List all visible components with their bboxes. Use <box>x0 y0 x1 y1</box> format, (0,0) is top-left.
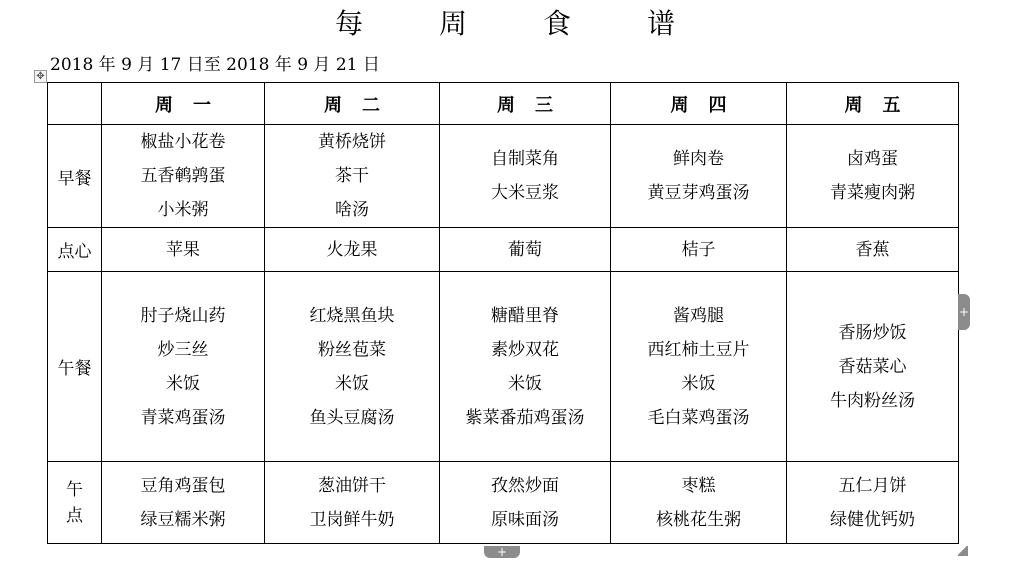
dish-item: 红烧黑鱼块 <box>309 305 395 326</box>
menu-cell[interactable] <box>787 462 959 544</box>
day-header-tue: 周 二 <box>265 83 440 125</box>
corner-cell <box>48 83 102 125</box>
dish-item: 青菜鸡蛋汤 <box>140 407 226 428</box>
menu-cell[interactable] <box>265 228 440 272</box>
dish-item: 葱油饼干 <box>318 475 386 496</box>
meal-label-snack: 点心 <box>48 228 102 272</box>
dish-item: 西红柿土豆片 <box>647 339 750 360</box>
dish-item: 米饭 <box>166 373 200 394</box>
menu-cell[interactable] <box>265 125 440 228</box>
add-row-button[interactable]: + <box>484 546 520 558</box>
day-header-fri: 周 五 <box>787 83 959 125</box>
dish-item: 牛肉粉丝汤 <box>830 390 915 411</box>
dish-item: 酱鸡腿 <box>673 305 724 326</box>
dish-item: 自制菜角 <box>491 149 559 169</box>
page-title <box>0 2 1010 42</box>
menu-cell[interactable] <box>265 462 440 544</box>
title-char: 周 <box>438 7 467 40</box>
meal-label-line: 点 <box>66 505 83 526</box>
dish-item: 绿豆糯米粥 <box>140 509 226 530</box>
menu-cell[interactable] <box>440 462 611 544</box>
dish-item: 大米豆浆 <box>491 183 559 203</box>
title-char: 谱 <box>647 7 676 40</box>
dish-item: 卫岗鲜牛奶 <box>309 509 395 530</box>
menu-cell[interactable] <box>611 228 787 272</box>
dish-item: 鲜肉卷 <box>673 149 724 169</box>
menu-cell[interactable] <box>611 462 787 544</box>
menu-cell[interactable] <box>102 462 265 544</box>
dish-item: 鱼头豆腐汤 <box>309 407 395 428</box>
meal-label-afternoon-snack <box>48 462 102 544</box>
menu-cell[interactable] <box>787 272 959 462</box>
dish-item: 五香鹌鹑蛋 <box>140 166 226 186</box>
day-header-thu: 周 四 <box>611 83 787 125</box>
dish-item: 糖醋里脊 <box>491 305 559 326</box>
dish-item: 枣糕 <box>681 475 716 496</box>
dish-item: 核桃花生粥 <box>656 509 741 530</box>
dish-item: 香蕉 <box>855 239 890 260</box>
dish-item: 葡萄 <box>508 239 542 260</box>
dish-item: 米饭 <box>508 373 542 394</box>
menu-cell[interactable] <box>440 228 611 272</box>
meal-label-breakfast: 早餐 <box>48 125 102 228</box>
menu-cell[interactable] <box>787 228 959 272</box>
dish-item: 苹果 <box>166 239 200 260</box>
menu-cell[interactable] <box>102 272 265 462</box>
dish-item: 毛白菜鸡蛋汤 <box>647 407 750 428</box>
dish-item: 啥汤 <box>335 200 369 220</box>
day-header-mon: 周 一 <box>102 83 265 125</box>
meal-row-afternoon-snack <box>48 462 959 544</box>
dish-item: 椒盐小花卷 <box>140 132 226 152</box>
dish-item: 黄桥烧饼 <box>318 132 386 152</box>
header-row <box>48 83 959 125</box>
menu-cell[interactable] <box>611 272 787 462</box>
menu-cell[interactable] <box>440 125 611 228</box>
meal-row-snack <box>48 228 959 272</box>
dish-item: 香菇菜心 <box>838 356 907 377</box>
menu-cell[interactable] <box>787 125 959 228</box>
dish-item: 豆角鸡蛋包 <box>140 475 226 496</box>
date-range: 2018 年 9 月 17 日至 2018 年 9 月 21 日 <box>50 55 380 75</box>
dish-item: 绿健优钙奶 <box>830 509 915 530</box>
dish-item: 黄豆芽鸡蛋汤 <box>647 183 750 203</box>
title-char: 每 <box>334 7 363 40</box>
dish-item: 五仁月饼 <box>838 475 907 496</box>
meal-row-lunch <box>48 272 959 462</box>
menu-cell[interactable] <box>611 125 787 228</box>
table-resize-icon[interactable] <box>958 546 968 556</box>
dish-item: 卤鸡蛋 <box>847 149 898 169</box>
menu-cell[interactable] <box>265 272 440 462</box>
table-move-handle-icon[interactable]: ✥ <box>34 70 47 83</box>
dish-item: 小米粥 <box>157 200 209 220</box>
title-char: 食 <box>543 7 572 40</box>
weekly-menu-table <box>47 82 959 544</box>
meal-row-breakfast <box>48 125 959 228</box>
dish-item: 桔子 <box>681 239 716 260</box>
dish-item: 香肠炒饭 <box>838 322 907 343</box>
day-header-wed: 周 三 <box>440 83 611 125</box>
meal-label-line: 午 <box>66 479 83 500</box>
dish-item: 米饭 <box>335 373 369 394</box>
menu-cell[interactable] <box>102 228 265 272</box>
dish-item: 青菜瘦肉粥 <box>830 183 915 203</box>
dish-item: 孜然炒面 <box>491 475 559 496</box>
dish-item: 炒三丝 <box>157 339 209 360</box>
dish-item: 素炒双花 <box>491 339 559 360</box>
add-column-button[interactable]: + <box>958 294 970 330</box>
dish-item: 火龙果 <box>326 239 378 260</box>
dish-item: 肘子烧山药 <box>140 305 226 326</box>
dish-item: 粉丝苞菜 <box>318 339 386 360</box>
dish-item: 原味面汤 <box>491 509 559 530</box>
meal-label-lunch: 午餐 <box>48 272 102 462</box>
dish-item: 米饭 <box>681 373 716 394</box>
menu-cell[interactable] <box>102 125 265 228</box>
dish-item: 紫菜番茄鸡蛋汤 <box>465 407 585 428</box>
dish-item: 茶干 <box>335 166 369 186</box>
menu-cell[interactable] <box>440 272 611 462</box>
